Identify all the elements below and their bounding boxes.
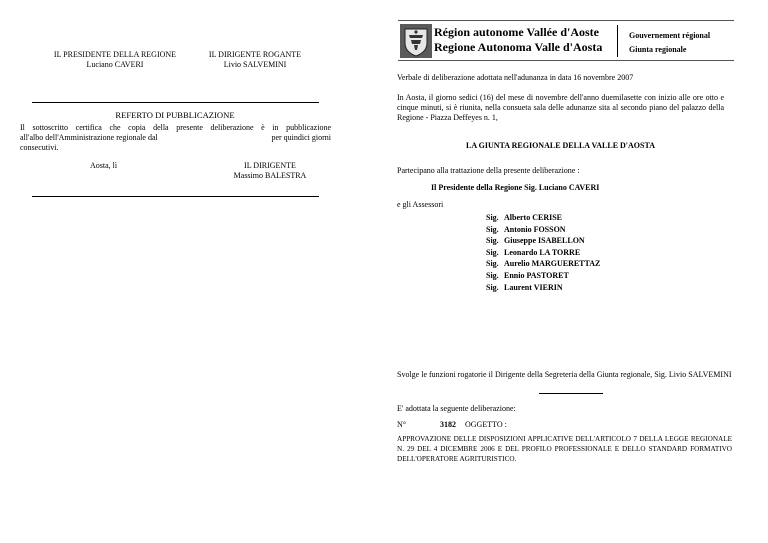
referto-line-3: consecutivi. <box>20 143 59 152</box>
divider-top-left <box>32 102 319 103</box>
referto-title: REFERTO DI PUBBLICAZIONE <box>115 110 235 120</box>
assessori-label: e gli Assessori <box>397 200 444 209</box>
oggetto-text: APPROVAZIONE DELLE DISPOSIZIONI APPLICATIVE DELL'ARTICOLO 7 DELLA LEGGE REGIONALE N. 29 DEL 4 DICEMBRE 2006 E DEL PROFILO PROFESSIONALE E DELLO STANDARD FORMATIVO DELL'OPERATORE AGRITURISTICO. <box>397 435 732 463</box>
assessore-name: Ennio PASTORET <box>504 270 569 280</box>
dirigente-block <box>210 161 330 181</box>
list-item <box>486 258 600 270</box>
assessore-title: Sig. <box>486 224 499 234</box>
list-item <box>486 235 600 247</box>
svolge-paragraph: Svolge le funzioni rogatorie il Dirigente della Segreteria della Giunta regionale, Sig. Livio SALVEMINI <box>397 370 732 379</box>
assessore-name: Alberto CERISE <box>504 213 563 222</box>
dirigente-rogante-name: Livio SALVEMINI <box>223 60 287 69</box>
numero-value: 3182 <box>440 420 456 429</box>
dirigente-rogante-title: IL DIRIGENTE ROGANTE <box>208 50 302 59</box>
numero-label: N° <box>397 420 406 429</box>
dirigente-rogante-block <box>180 50 330 70</box>
assessore-title: Sig. <box>486 259 499 269</box>
assessore-name: Leonardo LA TORRE <box>504 247 581 257</box>
referto-line-1: Il sottoscritto certifica che copia della presente deliberazione è in pubblicazione <box>20 123 331 132</box>
assessore-name: Laurent VIERIN <box>504 282 563 292</box>
assessore-title: Sig. <box>486 270 499 280</box>
list-item <box>486 224 600 236</box>
referto-text <box>20 123 331 153</box>
dirigente-title: IL DIRIGENTE <box>244 161 296 170</box>
dirigente-name: Massimo BALESTRA <box>233 171 307 180</box>
gov-name-fr: Gouvernement régional <box>629 31 711 40</box>
assessore-title: Sig. <box>486 213 499 222</box>
signature-line <box>539 393 603 394</box>
region-names <box>434 25 602 55</box>
region-name-it: Regione Autonoma Valle d'Aosta <box>434 40 603 54</box>
divider-bottom-left <box>32 196 319 197</box>
assessori-list <box>486 212 600 293</box>
header-vertical-divider <box>617 25 618 57</box>
giunta-heading: LA GIUNTA REGIONALE DELLA VALLE D'AOSTA <box>465 141 655 150</box>
assessore-name: Giuseppe ISABELLON <box>504 236 585 246</box>
referto-line-2b: per quindici giorni <box>271 133 331 142</box>
list-item <box>486 282 600 294</box>
presidente-line: Il Presidente della Regione Sig. Luciano CAVERI <box>431 183 600 192</box>
assessore-title: Sig. <box>486 236 499 246</box>
place-date: Aosta, lì <box>90 161 118 170</box>
region-name-fr: Région autonome Vallée d'Aoste <box>434 25 599 39</box>
assessore-name: Antonio FOSSON <box>504 224 566 234</box>
gov-names <box>629 29 710 57</box>
list-item <box>486 212 600 224</box>
presidente-name: Luciano CAVERI <box>86 60 144 69</box>
partecipano-line: Partecipano alla trattazione della presente deliberazione : <box>397 166 580 175</box>
presidente-title: IL PRESIDENTE DELLA REGIONE <box>53 50 177 59</box>
referto-line-2 <box>20 133 331 143</box>
gov-name-it: Giunta regionale <box>629 45 687 54</box>
header-top-rule <box>398 20 734 21</box>
oggetto-label: OGGETTO : <box>465 420 507 429</box>
coat-of-arms-icon <box>400 24 432 58</box>
assessore-name: Aurelio MARGUERETTAZ <box>504 259 601 269</box>
referto-line-2a: all'albo dell'Amministrazione regionale dal <box>20 133 158 142</box>
assessore-title: Sig. <box>486 247 499 257</box>
header-bottom-rule <box>398 60 734 61</box>
assessore-title: Sig. <box>486 282 499 292</box>
list-item <box>486 270 600 282</box>
adottata-line: E' adottata la seguente deliberazione: <box>397 404 516 413</box>
verbale-line: Verbale di deliberazione adottata nell'adunanza in data 16 novembre 2007 <box>397 73 634 82</box>
intro-paragraph: In Aosta, il giorno sedici (16) del mese di novembre dell'anno duemilasette con inizio alle ore otto e cinque minuti, si è riunita, nella consueta sala delle adunanze sita al secondo piano del palazzo della Regione - Piazza Deffeyes n. 1, <box>397 93 724 122</box>
list-item <box>486 247 600 259</box>
